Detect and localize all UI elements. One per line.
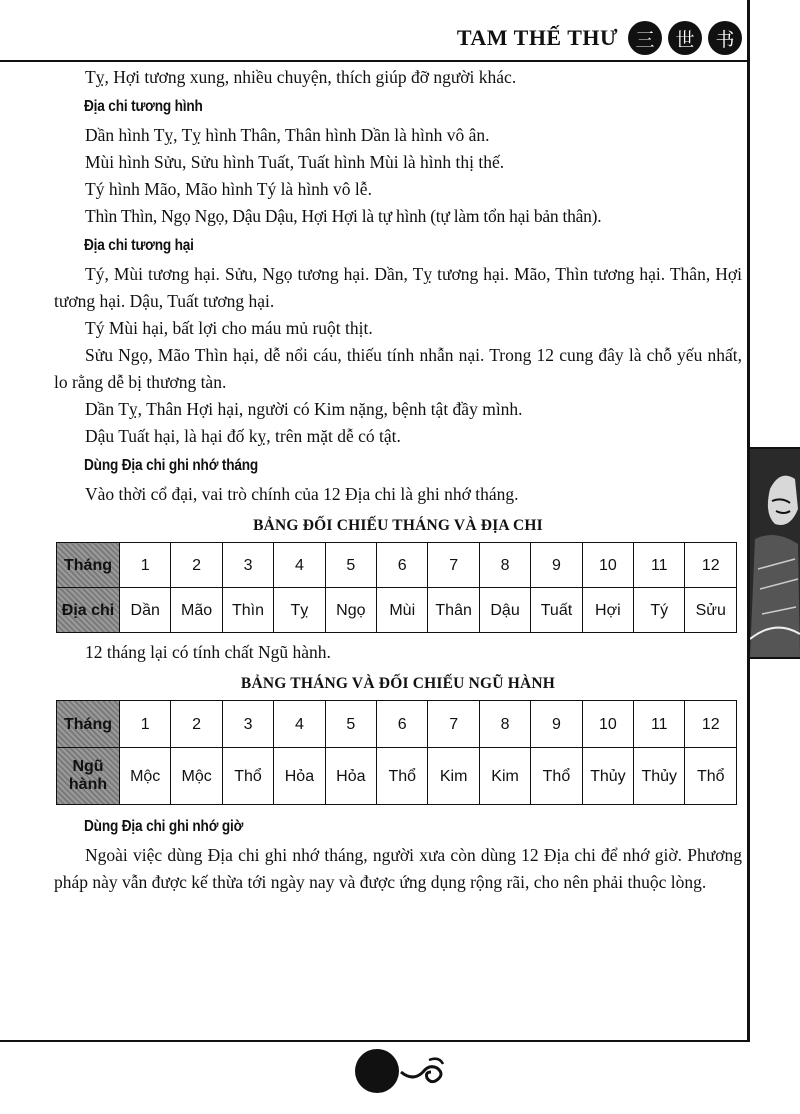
paragraph: Thìn Thìn, Ngọ Ngọ, Dậu Dậu, Hợi Hợi là tự hình (tự làm tổn hại bản thân). (85, 206, 602, 226)
paragraph: Dần hình Tỵ, Tỵ hình Thân, Thân hình Dần là hình vô ân. (85, 125, 490, 145)
branch-cell: Thìn (222, 588, 273, 633)
element-cell: Thổ (377, 748, 428, 805)
month-cell: 9 (531, 701, 582, 748)
glyph-circle-2: 世 (668, 21, 702, 55)
table2-title: BẢNG THÁNG VÀ ĐỐI CHIẾU NGŨ HÀNH (240, 675, 556, 692)
branch-cell: Dậu (479, 588, 530, 633)
month-cell: 9 (531, 543, 582, 588)
paragraph: Vào thời cổ đại, vai trò chính của 12 Địa chi là ghi nhớ tháng. (85, 484, 519, 504)
book-title: TAM THẾ THƯ (456, 25, 618, 50)
page-body (54, 64, 742, 896)
row-header-ngu-hanh (57, 748, 120, 805)
paragraph: Ngoài việc dùng Địa chi ghi nhớ tháng, người xưa còn dùng 12 Địa chi để nhớ giờ. Phương pháp này vẫn được kế thừa tới ngày nay và được ứng dụng rộng rãi, cho nên phải thuộc lòng. (54, 845, 742, 892)
month-cell: 2 (171, 701, 222, 748)
month-cell: 10 (582, 543, 633, 588)
element-cell: Mộc (171, 748, 222, 805)
month-five-elements-table (56, 700, 737, 805)
paragraph: Tý hình Mão, Mão hình Tý là hình vô lễ. (85, 179, 372, 199)
heading-tuong-hinh: Địa chi tương hình (84, 98, 203, 115)
running-header (457, 18, 742, 58)
paragraph: Tý, Mùi tương hại. Sửu, Ngọ tương hại. Dần, Tỵ tương hại. Mão, Thìn tương hại. Thân, Hợi tương hại. Dậu, Tuất tương hại. (54, 264, 742, 311)
paragraph: Tý Mùi hại, bất lợi cho máu mủ ruột thịt. (85, 318, 373, 338)
branch-cell: Dần (120, 588, 171, 633)
month-cell: 5 (325, 543, 376, 588)
paragraph: Mùi hình Sửu, Sửu hình Tuất, Tuất hình Mùi là hình thị thế. (85, 152, 505, 172)
page-number-badge (355, 1049, 399, 1093)
row-header-thang: Tháng (57, 701, 120, 748)
intro-paragraph: Tỵ, Hợi tương xung, nhiều chuyện, thích giúp đỡ người khác. (85, 67, 517, 87)
glyph-circle-1: 三 (628, 21, 662, 55)
element-cell: Kim (479, 748, 530, 805)
header-rule (0, 60, 747, 62)
month-cell: 7 (428, 701, 479, 748)
month-cell: 8 (479, 701, 530, 748)
branch-cell: Tý (634, 588, 685, 633)
page-footer (355, 1046, 447, 1096)
branch-cell: Sửu (685, 588, 737, 633)
branch-cell: Mão (171, 588, 222, 633)
month-cell: 8 (479, 543, 530, 588)
side-illustration (750, 447, 800, 659)
branch-cell: Thân (428, 588, 479, 633)
month-cell: 4 (274, 543, 325, 588)
branch-cell: Tỵ (274, 588, 325, 633)
table1-title: BẢNG ĐỐI CHIẾU THÁNG VÀ ĐỊA CHI (253, 517, 543, 534)
branch-cell: Mùi (377, 588, 428, 633)
month-cell: 12 (685, 543, 737, 588)
month-cell: 11 (634, 543, 685, 588)
branch-cell: Tuất (531, 588, 582, 633)
element-cell: Hỏa (274, 748, 325, 805)
heading-ghi-nho-thang: Dùng Địa chi ghi nhớ tháng (84, 457, 259, 474)
element-cell: Mộc (120, 748, 171, 805)
heading-ghi-nho-gio: Dùng Địa chi ghi nhớ giờ (84, 818, 244, 835)
element-cell: Thủy (582, 748, 633, 805)
month-cell: 3 (222, 701, 273, 748)
month-cell: 7 (428, 543, 479, 588)
month-cell: 5 (325, 701, 376, 748)
month-cell: 2 (171, 543, 222, 588)
element-cell: Thổ (222, 748, 273, 805)
month-cell: 3 (222, 543, 273, 588)
element-cell: Thủy (634, 748, 685, 805)
element-cell: Thổ (531, 748, 582, 805)
month-cell: 11 (634, 701, 685, 748)
month-cell: 10 (582, 701, 633, 748)
month-cell: 4 (274, 701, 325, 748)
heading-tuong-hai: Địa chi tương hại (84, 237, 194, 254)
row-header-ngu: Ngũ (72, 758, 104, 775)
month-cell: 1 (120, 543, 171, 588)
month-cell: 6 (377, 543, 428, 588)
month-cell: 6 (377, 701, 428, 748)
paragraph: 12 tháng lại có tính chất Ngũ hành. (85, 642, 331, 662)
element-cell: Kim (428, 748, 479, 805)
row-header-thang: Tháng (57, 543, 120, 588)
month-earthly-branch-table (56, 542, 737, 633)
branch-cell: Ngọ (325, 588, 376, 633)
element-cell: Thổ (685, 748, 737, 805)
row-header-hanh: hành (68, 776, 108, 793)
month-cell: 1 (120, 701, 171, 748)
paragraph: Sửu Ngọ, Mão Thìn hại, dễ nổi cáu, thiếu tính nhẫn nại. Trong 12 cung đây là chỗ yếu nhất, lo rằng dễ bị thương tàn. (54, 345, 742, 392)
branch-cell: Hợi (582, 588, 633, 633)
glyph-circle-3: 书 (708, 21, 742, 55)
paragraph: Dần Tỵ, Thân Hợi hại, người có Kim nặng, bệnh tật đầy mình. (85, 399, 523, 419)
swirl-ornament-icon (399, 1054, 447, 1088)
warrior-illustration-icon (750, 449, 800, 657)
row-header-dia-chi: Địa chi (57, 588, 120, 633)
element-cell: Hỏa (325, 748, 376, 805)
month-cell: 12 (685, 701, 737, 748)
paragraph: Dậu Tuất hại, là hại đố kỵ, trên mặt dễ có tật. (85, 426, 401, 446)
